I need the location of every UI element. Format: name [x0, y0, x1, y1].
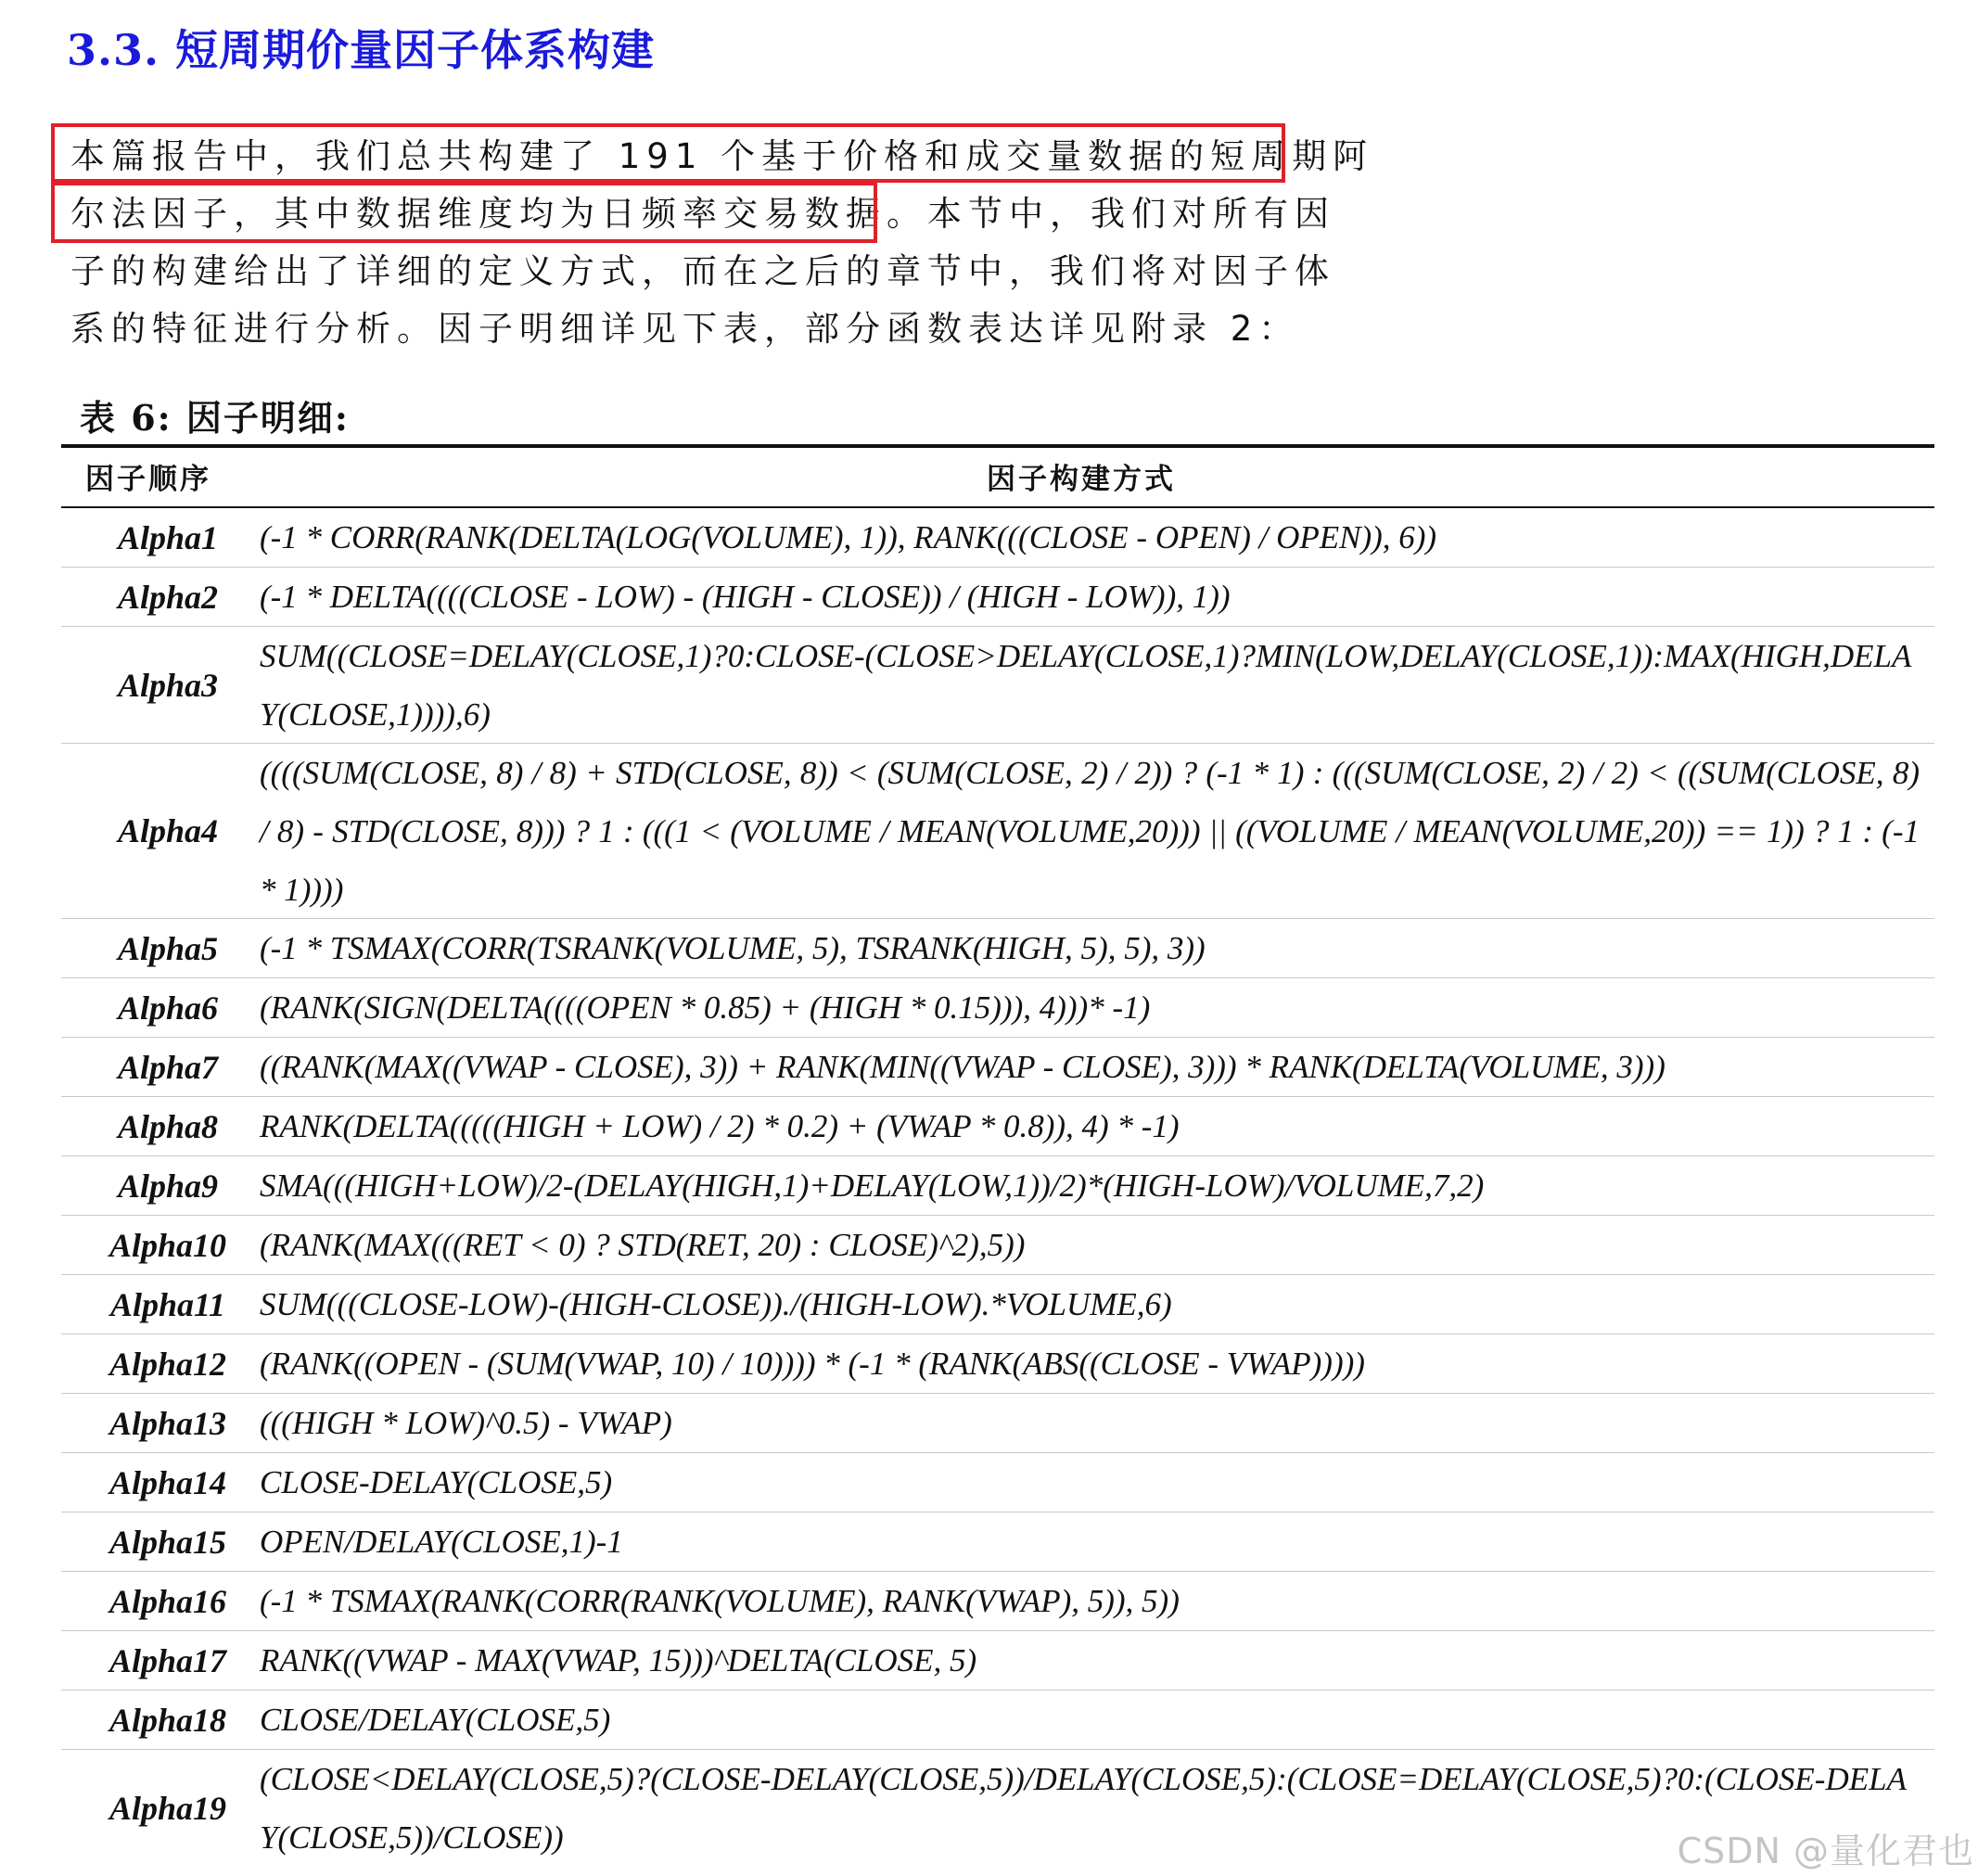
factor-name: Alpha6 [117, 989, 219, 1027]
factor-name: Alpha17 [108, 1641, 227, 1679]
table-row [61, 1631, 1934, 1691]
factor-formula: (-1 * DELTA((((CLOSE - LOW) - (HIGH - CLOSE)) / (HIGH - LOW)), 1)) [260, 579, 1231, 615]
table-row [61, 1216, 1934, 1275]
header-factor-construction: 因子构建方式 [987, 463, 1176, 496]
factor-formula: OPEN/DELAY(CLOSE,1)-1 [260, 1524, 623, 1560]
watermark-text: CSDN @量化君也 [1677, 1831, 1974, 1871]
table-body [61, 508, 1934, 1867]
factor-formula: RANK(DELTA(((((HIGH + LOW) / 2) * 0.2) + (VWAP * 0.8)), 4) * -1) [260, 1108, 1180, 1144]
highlight-box-line-1 [51, 123, 1285, 183]
factor-formula: (-1 * TSMAX(RANK(CORR(RANK(VOLUME), RANK(VWAP), 5)), 5)) [260, 1583, 1180, 1619]
table-row [61, 1334, 1934, 1394]
factor-formula: CLOSE-DELAY(CLOSE,5) [260, 1464, 613, 1500]
table-row [61, 978, 1934, 1038]
paragraph-line: 本篇报告中，我们总共构建了 191 个基于价格和成交量数据的短周期阿 [70, 136, 1374, 176]
factor-formula: (RANK((OPEN - (SUM(VWAP, 10) / 10)))) * (-1 * (RANK(ABS((CLOSE - VWAP))))) [260, 1346, 1365, 1382]
table-row [61, 568, 1934, 627]
table-row [61, 919, 1934, 978]
factor-name: Alpha3 [117, 666, 219, 704]
factor-formula: ((((SUM(CLOSE, 8) / 8) + STD(CLOSE, 8)) < (SUM(CLOSE, 2) / 2)) ? (-1 * 1) : (((SUM(CLOSE, 2) / 2) < ((SUM(CLOSE, 8) / 8) - STD(CLOSE, 8))) ? 1 : (((1 < (VOLUME / MEAN(VOLUME,20))) || ((VOLUME / MEAN(VOLUME,20)) == 1)) ? 1 : (-1 * 1)))) [260, 755, 1920, 908]
table-row [61, 1750, 1934, 1867]
factor-formula: (RANK(SIGN(DELTA((((OPEN * 0.85) + (HIGH * 0.15))), 4)))* -1) [260, 989, 1151, 1026]
table-row [61, 627, 1934, 744]
factor-formula: SMA(((HIGH+LOW)/2-(DELAY(HIGH,1)+DELAY(LOW,1))/2)*(HIGH-LOW)/VOLUME,7,2) [260, 1168, 1485, 1204]
factor-formula: CLOSE/DELAY(CLOSE,5) [260, 1702, 611, 1738]
factor-formula: (((HIGH * LOW)^0.5) - VWAP) [260, 1405, 672, 1441]
factor-name: Alpha15 [108, 1523, 227, 1561]
factor-name: Alpha8 [117, 1107, 219, 1145]
factor-name: Alpha19 [108, 1790, 227, 1827]
table-row [61, 1691, 1934, 1750]
factor-name: Alpha16 [108, 1582, 227, 1620]
factor-formula: (RANK(MAX(((RET < 0) ? STD(RET, 20) : CLOSE)^2),5)) [260, 1227, 1026, 1263]
header-factor-order: 因子顺序 [85, 463, 211, 496]
factor-name: Alpha10 [108, 1226, 227, 1264]
factor-name: Alpha13 [108, 1404, 227, 1442]
factor-name: Alpha11 [109, 1285, 226, 1323]
table-row [61, 1038, 1934, 1097]
factor-formula: RANK((VWAP - MAX(VWAP, 15)))^DELTA(CLOSE, 5) [260, 1642, 977, 1678]
factor-formula: (CLOSE<DELAY(CLOSE,5)?(CLOSE-DELAY(CLOSE,5))/DELAY(CLOSE,5):(CLOSE=DELAY(CLOSE,5)?0:(CLOSE-DELAY(CLOSE,5))/CLOSE)) [260, 1761, 1907, 1856]
highlight-box-line-2 [51, 182, 877, 243]
table-caption: 表 6: 因子明细: [80, 397, 350, 439]
factor-name: Alpha18 [108, 1701, 227, 1739]
factor-formula: (-1 * TSMAX(CORR(TSRANK(VOLUME, 5), TSRANK(HIGH, 5), 5), 3)) [260, 930, 1206, 966]
section-title: 3.3. 短周期价量因子体系构建 [67, 25, 656, 75]
table-row [61, 1156, 1934, 1216]
table-row [61, 1275, 1934, 1334]
factor-name: Alpha14 [108, 1463, 227, 1501]
table-row [61, 1512, 1934, 1572]
paragraph-line: 系的特征进行分析。因子明细详见下表，部分函数表达详见附录 2： [70, 309, 1300, 349]
paragraph-line: 尔法因子，其中数据维度均为日频率交易数据。本节中，我们对所有因 [70, 194, 1335, 234]
factor-name: Alpha7 [117, 1048, 219, 1086]
factor-formula: SUM(((CLOSE-LOW)-(HIGH-CLOSE))./(HIGH-LOW).*VOLUME,6) [260, 1286, 1172, 1322]
factor-formula: ((RANK(MAX((VWAP - CLOSE), 3)) + RANK(MIN((VWAP - CLOSE), 3))) * RANK(DELTA(VOLUME, 3))) [260, 1049, 1665, 1085]
table-row [61, 1453, 1934, 1512]
factor-name: Alpha4 [117, 812, 219, 849]
table-row [61, 1097, 1934, 1156]
table-header-row [61, 448, 1934, 505]
factor-formula: SUM((CLOSE=DELAY(CLOSE,1)?0:CLOSE-(CLOSE>DELAY(CLOSE,1)?MIN(LOW,DELAY(CLOSE,1)):MAX(HIGH,DELAY(CLOSE,1)))),6) [260, 638, 1912, 733]
factor-formula: (-1 * CORR(RANK(DELTA(LOG(VOLUME), 1)), RANK(((CLOSE - OPEN) / OPEN)), 6)) [260, 519, 1437, 555]
factor-name: Alpha5 [117, 929, 219, 967]
factor-name: Alpha9 [117, 1167, 219, 1205]
paragraph-line: 子的构建给出了详细的定义方式，而在之后的章节中，我们将对因子体 [70, 251, 1335, 291]
factor-name: Alpha12 [108, 1345, 227, 1383]
factor-name: Alpha2 [117, 578, 219, 616]
table-row [61, 744, 1934, 919]
factor-name: Alpha1 [117, 518, 219, 556]
table-row [61, 1572, 1934, 1631]
table-row [61, 1394, 1934, 1453]
table-row [61, 508, 1934, 568]
